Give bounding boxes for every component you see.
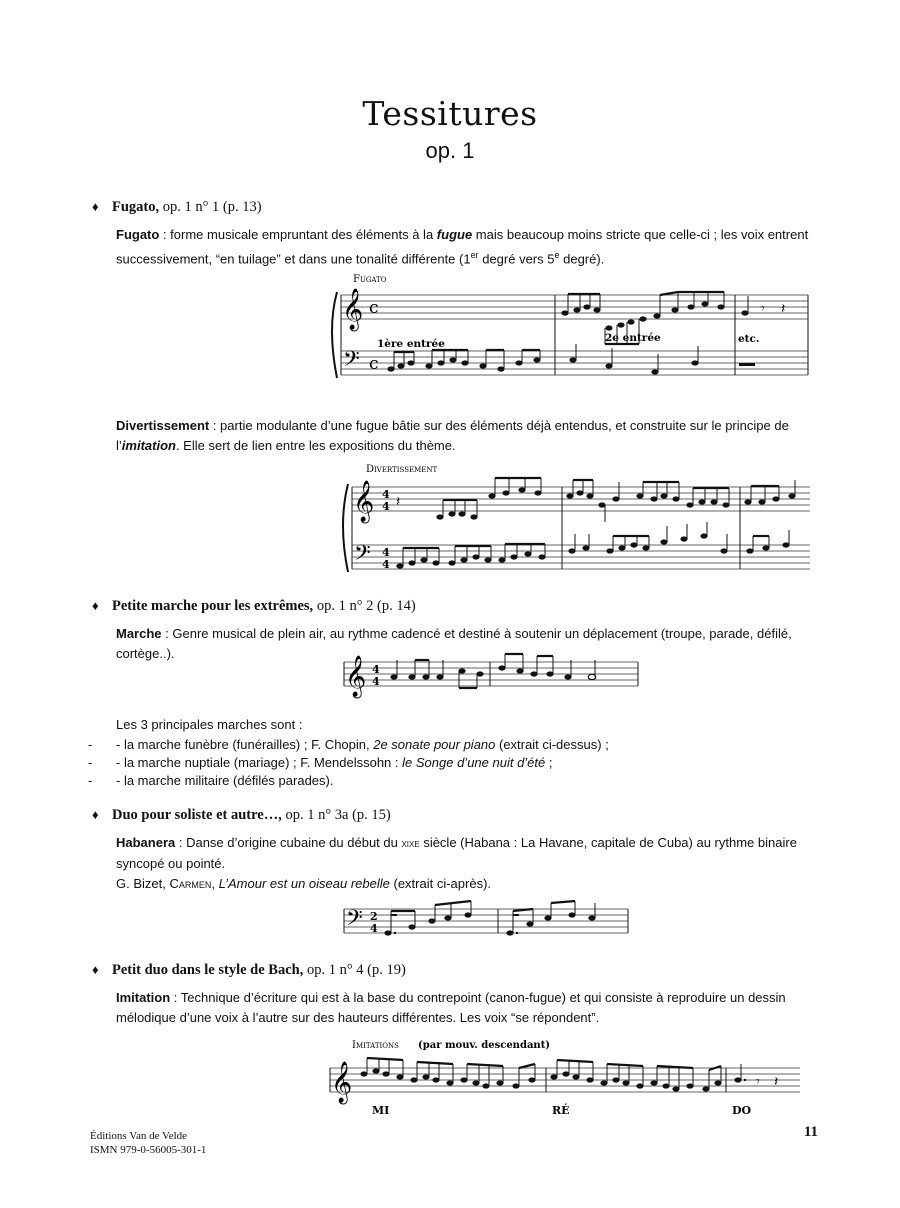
- example-ref: ,: [211, 876, 219, 891]
- bass-clef-icon: 𝄢: [346, 906, 363, 936]
- time-signature: 4: [372, 663, 380, 676]
- score-habanera: [340, 897, 632, 945]
- treble-notes: [436, 487, 795, 519]
- list-text: - la marche militaire (défilés parades).: [116, 773, 334, 788]
- bass-clef-icon: 𝄢: [343, 347, 360, 377]
- list-dash: -: [88, 737, 93, 752]
- page-subtitle: op. 1: [425, 138, 475, 163]
- definition-text: : Technique d’écriture qui est à la base du contrepoint (canon-fugue) et qui consiste à reproduire un dessin mélodique d’une voix à l’autre sur des hauteurs différentes. Les voix “se répondent”.: [116, 990, 786, 1025]
- footer: [90, 1129, 206, 1157]
- section-heading-bach: [92, 962, 406, 979]
- keyword: imitation: [121, 438, 176, 453]
- section-title: Petit duo dans le style de Bach,: [112, 962, 304, 978]
- time-signature: c: [369, 354, 379, 374]
- definition-text: siècle (Habana : La Havane, capitale de Cuba) au rythme binaire syncopé ou pointé.: [116, 835, 797, 871]
- diamond-bullet-icon: ♦: [92, 962, 99, 977]
- definition-text: : Danse d’origine cubaine du début du: [175, 835, 402, 850]
- footer-ismn: ISMN 979-0-56005-301-1: [90, 1144, 207, 1156]
- treble-notes: [561, 301, 748, 330]
- list-dash: -: [88, 773, 93, 788]
- marche-list: [88, 736, 609, 790]
- bass-clef-icon: 𝄢: [354, 541, 371, 571]
- section-ref: op. 1 n° 3a (p. 15): [285, 807, 391, 823]
- score-fugato: [325, 268, 815, 386]
- section-ref: op. 1 n° 1 (p. 13): [162, 199, 262, 215]
- degree-label: DO: [732, 1104, 752, 1117]
- term: Habanera: [116, 835, 176, 850]
- term: Marche: [116, 626, 162, 641]
- diamond-bullet-icon: ♦: [92, 598, 99, 613]
- voice-entry-label: 2e entrée: [605, 332, 661, 344]
- rest-icon: 𝄽: [774, 1074, 779, 1090]
- section-heading-marche: [92, 598, 416, 615]
- rest-icon: 𝄽: [781, 301, 786, 317]
- voice-entry-label: 1ère entrée: [377, 338, 445, 350]
- rest-icon: 𝄾: [756, 1074, 760, 1090]
- superscript: e: [554, 250, 560, 260]
- etc-label: etc.: [738, 333, 760, 345]
- list-item: [88, 754, 609, 772]
- time-signature: 4: [370, 922, 378, 935]
- degree-label: MI: [372, 1104, 390, 1117]
- definition-text: : forme musicale empruntant des éléments à la: [159, 227, 437, 242]
- definition-text: mais beaucoup moins stricte que celle-ci ; les voix entrent successivement, “en tuilage” et dans une tonalité différente (1: [116, 227, 809, 267]
- diamond-bullet-icon: ♦: [92, 807, 99, 822]
- list-dash: -: [88, 755, 93, 770]
- example-ref: (extrait ci-après).: [389, 876, 492, 891]
- footer-publisher: Éditions Van de Velde: [90, 1130, 188, 1142]
- section-title: Petite marche pour les extrêmes,: [112, 598, 314, 614]
- imitation-definition: [116, 988, 820, 1028]
- list-italic: le Songe d’une nuit d’été: [402, 755, 546, 770]
- keyword: fugue: [436, 227, 473, 242]
- list-item: [88, 772, 609, 790]
- superscript: er: [470, 250, 479, 260]
- treble-clef-icon: 𝄞: [331, 1062, 353, 1103]
- score-imitations: [326, 1034, 802, 1118]
- list-italic: 2e sonate pour piano: [373, 737, 496, 752]
- marche-list-intro: Les 3 principales marches sont :: [116, 717, 303, 732]
- time-signature: c: [369, 298, 379, 318]
- rest-icon: 𝄽: [396, 494, 401, 510]
- time-signature: 4: [372, 675, 380, 688]
- treble-clef-icon: 𝄞: [342, 289, 364, 330]
- example-ref: G. Bizet,: [116, 876, 170, 891]
- example-sublabel: (par mouv. descendant): [418, 1040, 551, 1051]
- treble-clef-icon: 𝄞: [345, 656, 367, 697]
- list-item: [88, 736, 609, 754]
- time-signature: 2: [370, 910, 378, 923]
- list-text: - la marche funèbre (funérailles) ; F. Chopin,: [116, 737, 374, 752]
- definition-text: : Genre musical de plein air, au rythme cadencé et destiné à soutenir un déplacement (troupe, parade, défilé, cortège..).: [116, 626, 792, 661]
- century: xixe: [401, 838, 420, 850]
- list-text: (extrait ci-dessus) ;: [495, 737, 609, 752]
- term: Fugato: [116, 227, 160, 242]
- list-text: - la marche nuptiale (mariage) ; F. Mendelssohn :: [116, 755, 403, 770]
- list-text: ;: [545, 755, 553, 770]
- example-label: Fugato: [353, 274, 387, 285]
- time-signature: 4: [382, 488, 390, 501]
- definition-text: degré vers 5: [478, 251, 555, 267]
- score-marche: [340, 650, 640, 700]
- definition-text: : partie modulante d’une fugue bâtie sur des éléments déjà entendus, et construite sur le principe de l’: [116, 418, 789, 453]
- score-divertissement: [340, 460, 815, 578]
- diamond-bullet-icon: ♦: [92, 199, 99, 214]
- fugato-definition: [116, 225, 820, 269]
- time-signature: 4: [382, 546, 390, 559]
- definition-text: degré).: [559, 251, 605, 267]
- divertissement-definition: [116, 416, 820, 456]
- treble-clef-icon: 𝄞: [353, 481, 375, 522]
- section-ref: op. 1 n° 4 (p. 19): [306, 962, 406, 978]
- work-title: Carmen: [169, 876, 212, 891]
- time-signature: 4: [382, 500, 390, 513]
- section-ref: op. 1 n° 2 (p. 14): [316, 598, 416, 614]
- treble-staff: [341, 295, 808, 319]
- time-signature: 4: [382, 558, 390, 571]
- term: Divertissement: [116, 418, 210, 433]
- degree-label: RÉ: [552, 1104, 570, 1117]
- page-title: Tessitures: [362, 94, 538, 133]
- section-title: Fugato,: [112, 199, 160, 215]
- rest-icon: 𝄾: [761, 301, 765, 317]
- definition-text: . Elle sert de lien entre les expositions du thème.: [175, 438, 456, 453]
- example-label: Imitations: [352, 1040, 399, 1051]
- section-title: Duo pour soliste et autre…,: [112, 807, 282, 823]
- term: Imitation: [116, 990, 171, 1005]
- page-number: 11: [803, 1124, 818, 1140]
- habanera-definition: [116, 833, 820, 894]
- bass-notes: [387, 357, 698, 374]
- section-heading-fugato: [92, 199, 262, 216]
- section-heading-duo: [92, 807, 391, 824]
- example-label: Divertissement: [366, 464, 438, 475]
- aria-title: L’Amour est un oiseau rebelle: [218, 876, 390, 891]
